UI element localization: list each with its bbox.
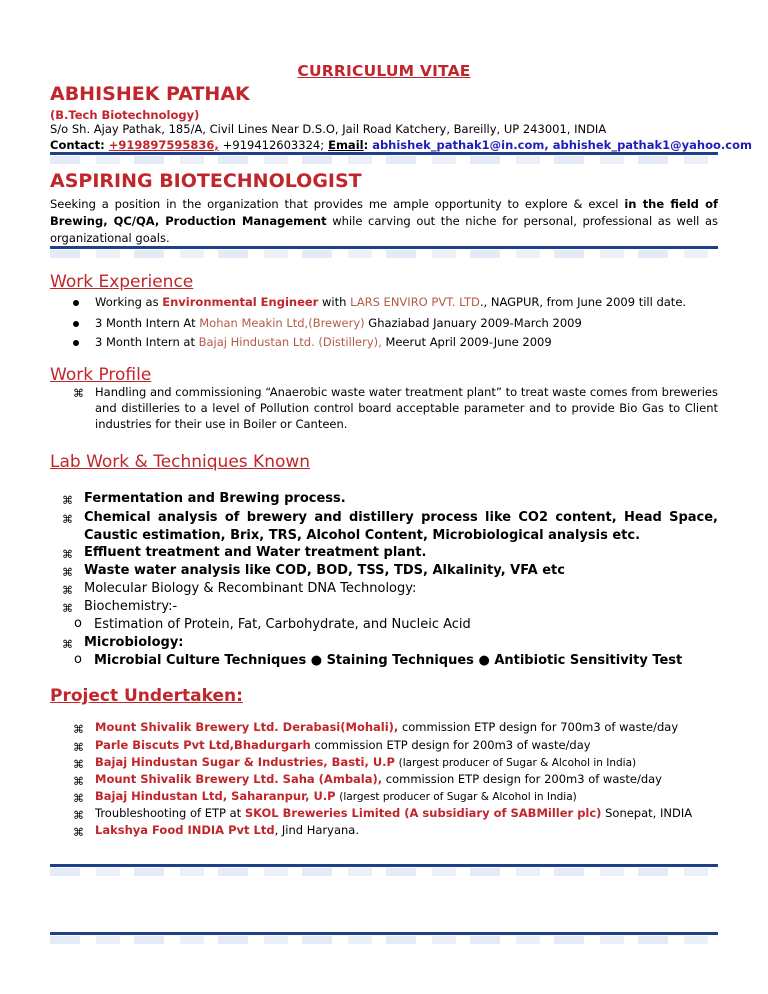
bullet-star-icon: ⌘ [73, 387, 84, 400]
projects-heading: Project Undertaken: [50, 686, 243, 706]
footer-divider-shadow [50, 936, 718, 944]
footer-divider [50, 864, 718, 867]
lab-item: Molecular Biology & Recombinant DNA Technology: [84, 581, 417, 596]
bullet-star-icon: ⌘ [73, 758, 84, 771]
bullet-star-icon: ⌘ [73, 775, 84, 788]
bullet-dot-icon [73, 300, 79, 306]
project-item: Mount Shivalik Brewery Ltd. Saha (Ambala), commission ETP design for 200m3 of waste/day [95, 772, 662, 786]
email-label: Email [328, 138, 364, 152]
project-item: Parle Biscuts Pvt Ltd,Bhadurgarh commission ETP design for 200m3 of waste/day [95, 738, 591, 752]
bullet-star-icon: ⌘ [62, 513, 73, 526]
header-divider [50, 152, 718, 155]
objective-text-part2: while carving out the niche for personal, professional as well as organizational goals. [50, 214, 718, 245]
bullet-star-icon: ⌘ [62, 602, 73, 615]
contact-label: Contact: [50, 138, 105, 152]
bullet-star-icon: ⌘ [73, 809, 84, 822]
bullet-star-icon: ⌘ [62, 638, 73, 651]
bullet-star-icon: ⌘ [73, 826, 84, 839]
project-item: Bajaj Hindustan Ltd, Saharanpur, U.P (largest producer of Sugar & Alcohol in India) [95, 789, 577, 803]
lab-subitem: Microbial Culture Techniques ● Staining Techniques ● Antibiotic Sensitivity Test [94, 653, 683, 668]
lab-item: Fermentation and Brewing process. [84, 491, 346, 506]
email-primary[interactable]: abhishek_pathak1@in.com, [372, 138, 549, 152]
work-profile-heading: Work Profile [50, 365, 152, 385]
work-experience-item: 3 Month Intern at Bajaj Hindustan Ltd. (Distillery), Meerut April 2009-June 2009 [95, 335, 552, 349]
contact-line: Contact: +919897595836, +919412603324; Email: abhishek_pathak1@in.com, abhishek_pathak1@yahoo.com [50, 138, 752, 152]
document-title: CURRICULUM VITAE [297, 62, 471, 80]
sub-bullet-circle-icon: o [74, 652, 82, 667]
phone-secondary: +919412603324; [222, 138, 325, 152]
sub-bullet-circle-icon: o [74, 616, 82, 631]
email-secondary[interactable]: abhishek_pathak1@yahoo.com [552, 138, 752, 152]
bullet-star-icon: ⌘ [62, 548, 73, 561]
bullet-dot-icon [73, 321, 79, 327]
objective-heading: ASPIRING BIOTECHNOLOGIST [50, 170, 362, 192]
lab-subitem: Estimation of Protein, Fat, Carbohydrate, and Nucleic Acid [94, 617, 471, 632]
lab-item: Waste water analysis like COD, BOD, TSS, TDS, Alkalinity, VFA etc [84, 563, 565, 578]
work-profile-text: Handling and commissioning “Anaerobic waste water treatment plant” to treat waste comes from breweries and distilleries to a level of Pollution control board acceptable parameter and to provide Bio Gas to Client industries for their use in Boiler or Canteen. [95, 385, 718, 431]
lab-item: Effluent treatment and Water treatment plant. [84, 545, 427, 560]
footer-divider [50, 932, 718, 935]
bullet-dot-icon [73, 340, 79, 346]
lab-work-heading: Lab Work & Techniques Known [50, 452, 311, 472]
project-item: Troubleshooting of ETP at SKOL Breweries Limited (A subsidiary of SABMiller plc) Sonepat, INDIA [95, 806, 693, 820]
lab-item: Microbiology: [84, 635, 184, 650]
objective-text-part1: Seeking a position in the organization that provides me ample opportunity to explore & excel [50, 197, 619, 211]
phone-primary[interactable]: +919897595836, [108, 138, 219, 152]
objective-divider [50, 246, 718, 249]
lab-item: Biochemistry:- [84, 599, 178, 614]
bullet-star-icon: ⌘ [73, 723, 84, 736]
objective-text-bold: in the field of Brewing, QC/QA, Production Management [50, 197, 719, 228]
project-item: Lakshya Food INDIA Pvt Ltd, Jind Haryana. [95, 823, 359, 837]
work-experience-item: 3 Month Intern At Mohan Meakin Ltd,(Brewery) Ghaziabad January 2009-March 2009 [95, 316, 582, 330]
objective-divider-shadow [50, 250, 718, 258]
bullet-star-icon: ⌘ [62, 566, 73, 579]
objective-text [50, 196, 718, 247]
work-experience-item: Working as Environmental Engineer with LARS ENVIRO PVT. LTD., NAGPUR, from June 2009 till date. [95, 295, 687, 309]
project-item: Bajaj Hindustan Sugar & Industries, Basti, U.P (largest producer of Sugar & Alcohol in India) [95, 755, 637, 769]
footer-divider-shadow [50, 868, 718, 876]
work-experience-heading: Work Experience [50, 272, 194, 292]
bullet-star-icon: ⌘ [62, 584, 73, 597]
bullet-star-icon: ⌘ [73, 792, 84, 805]
lab-item: Chemical analysis of brewery and distillery process like CO2 content, Head Space, Caustic estimation, Brix, TRS, Alcohol Content, Microbiological analysis etc. [84, 510, 718, 543]
candidate-degree: (B.Tech Biotechnology) [50, 108, 200, 122]
header-divider-shadow [50, 156, 718, 164]
bullet-star-icon: ⌘ [62, 494, 73, 507]
candidate-address: S/o Sh. Ajay Pathak, 185/A, Civil Lines Near D.S.O, Jail Road Katchery, Bareilly, UP 243001, INDIA [50, 122, 607, 136]
project-item: Mount Shivalik Brewery Ltd. Derabasi(Mohali), commission ETP design for 700m3 of waste/day [95, 720, 679, 734]
candidate-name: ABHISHEK PATHAK [50, 83, 250, 105]
bullet-star-icon: ⌘ [73, 741, 84, 754]
